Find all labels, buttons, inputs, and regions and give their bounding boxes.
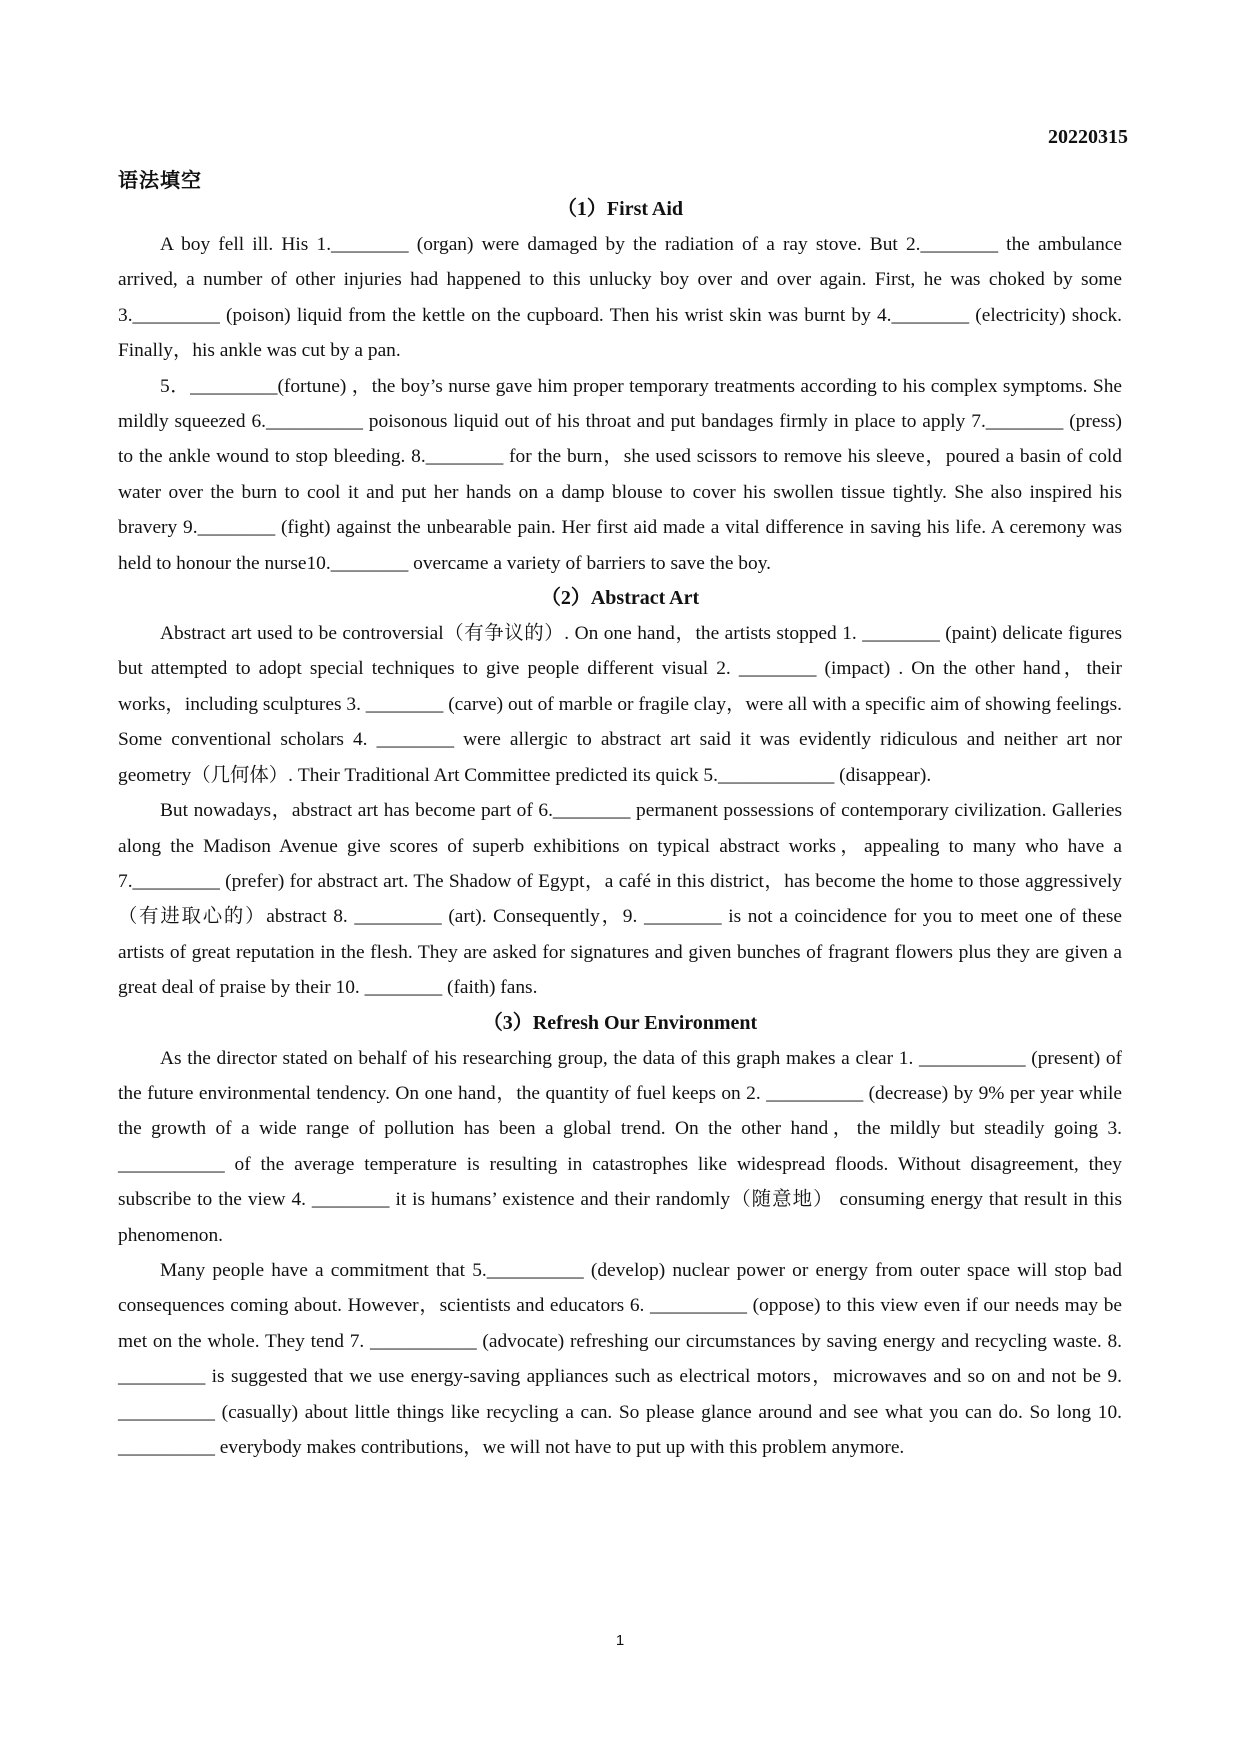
paragraph: 5．_________(fortune) ，the boy’s nurse gave him proper temporary treatments according to his complex symptoms. She mildly squeezed 6.__________ poisonous liquid out of his throat and put bandages firmly in place to apply 7.________ (press) to the ankle wound to stop bleeding. 8.________ for the burn，she used scissors to remove his sleeve，poured a basin of cold water over the burn to cool it and put her hands on a damp blouse to cover his swollen tissue tightly. She also inspired his bravery 9.________ (fight) against the unbearable pain. Her first aid made a vital difference in saving his life. A ceremony was held to honour the nurse10.________ overcame a variety of barriers to save the boy. — [118, 375, 1122, 574]
paragraph: Abstract art used to be controversial（有争议的）. On one hand，the artists stopped 1. ________ (paint) delicate figures but attempted to adopt special techniques to give people different visual 2. ________ (impact) . On the other hand，their works，including sculptures 3. ________ (carve) out of marble or fragile clay，were all with a specific aim of showing feelings. Some conventional scholars 4. ________ were allergic to abstract art said it was evidently ridiculous and neither art nor geometry（几何体）. Their Traditional Art Committee predicted its quick 5.____________ (disappear). — [118, 623, 1122, 786]
section-title: （3）Refresh Our Environment — [482, 1011, 758, 1034]
paragraph: Many people have a commitment that 5.__________ (develop) nuclear power or energy from outer space will stop bad consequences coming about. However，scientists and educators 6. __________ (oppose) to this view even if our needs may be met on the whole. They tend 7. ___________ (advocate) refreshing our circumstances by saving energy and recycling waste. 8. _________ is suggested that we use energy-saving appliances such as electrical motors，microwaves and so on and not be 9. __________ (casually) about little things like recycling a can. So please glance around and see what you can do. So long 10. __________ everybody makes contributions，we will not have to put up with this problem anymore. — [118, 1259, 1122, 1458]
section-title: （2）Abstract Art — [540, 587, 700, 610]
section-first-aid — [118, 192, 1122, 581]
paragraph: But nowadays，abstract art has become part of 6.________ permanent possessions of contemporary civilization. Galleries along the Madison Avenue give scores of superb exhibitions on typical abstract works，appealing to many who have a 7._________ (prefer) for abstract art. The Shadow of Egypt，a café in this district，has become the home to those aggressively（有进取心的）abstract 8. _________ (art). Consequently，9. ________ is not a coincidence for you to meet one of these artists of great reputation in the flesh. They are asked for signatures and given bunches of fragrant flowers plus they are given a great deal of praise by their 10. ________ (faith) fans. — [118, 800, 1122, 999]
worksheet-heading: 语法填空 — [118, 170, 202, 192]
section-refresh-environment — [118, 1006, 1122, 1466]
paragraph: A boy fell ill. His 1.________ (organ) were damaged by the radiation of a ray stove. But 2.________ the ambulance arrived, a number of other injuries had happened to this unlucky boy over and over again. First, he was choked by some 3._________ (poison) liquid from the kettle on the cupboard. Then his wrist skin was burnt by 4.________ (electricity) shock. Finally，his ankle was cut by a pan. — [118, 234, 1122, 362]
date-label: 20220315 — [1048, 126, 1128, 148]
section-title: （1）First Aid — [556, 198, 684, 220]
worksheet-content — [118, 192, 1122, 1465]
section-abstract-art — [118, 581, 1122, 1005]
page-number: 1 — [615, 1632, 625, 1649]
paragraph: As the director stated on behalf of his researching group, the data of this graph makes a clear 1. ___________ (present) of the future environmental tendency. On one hand，the quantity of fuel keeps on 2. __________ (decrease) by 9% per year while the growth of a wide range of pollution has been a global trend. On the other hand，the mildly but steadily going 3. ___________ of the average temperature is resulting in catastrophes like widespread floods. Without disagreement, they subscribe to the view 4. ________ it is humans’ existence and their randomly（随意地） consuming energy that result in this phenomenon. — [118, 1047, 1122, 1246]
